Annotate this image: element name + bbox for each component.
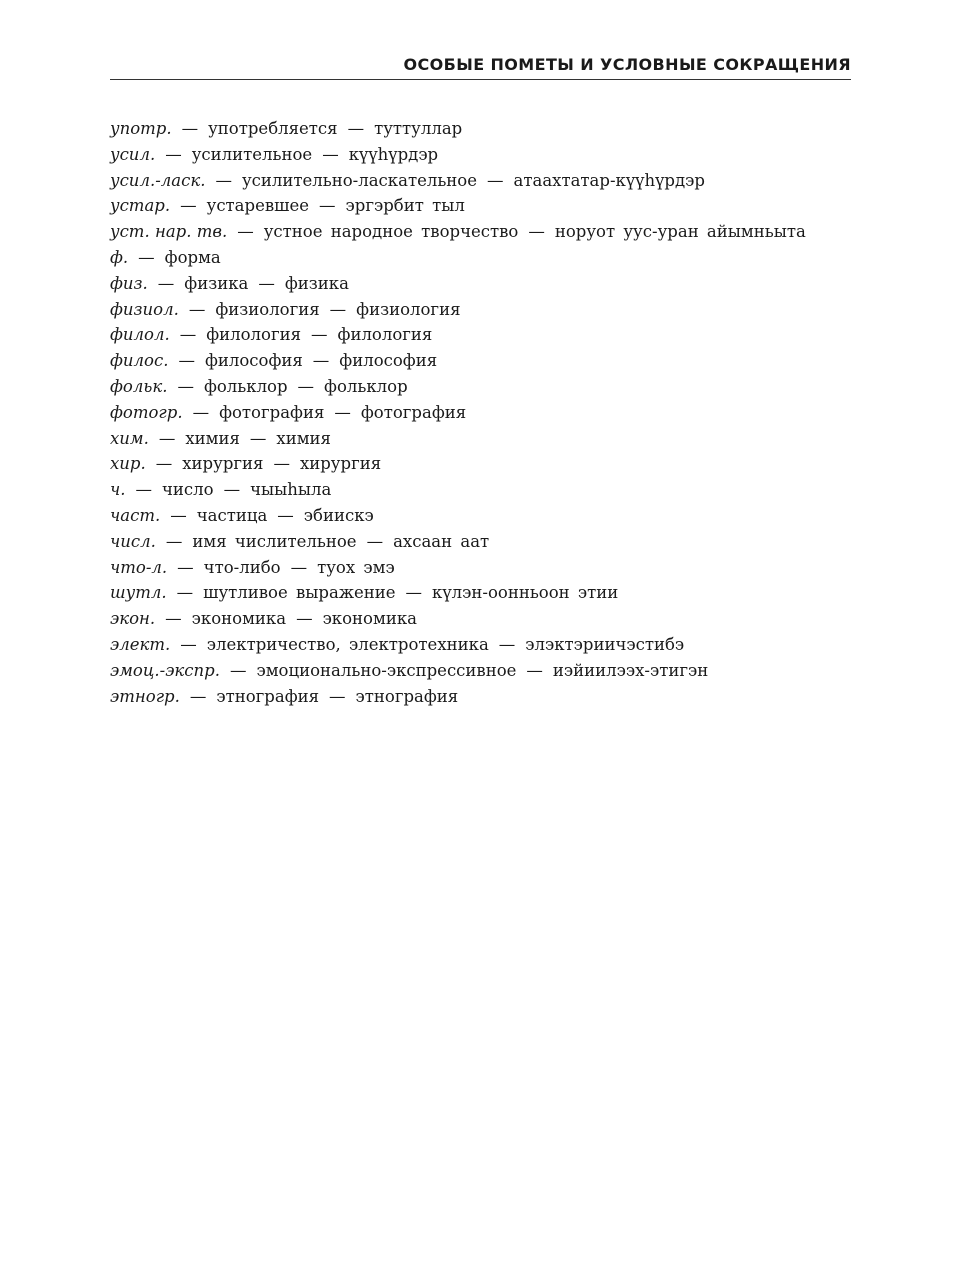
entry-abbreviation: уст. нар. тв. xyxy=(110,222,228,242)
entry-abbreviation: филос. xyxy=(110,351,169,371)
entry-dash: — xyxy=(192,402,210,422)
entry-dash: — xyxy=(273,454,290,474)
entry-dash: — xyxy=(177,557,194,577)
entry-dash: — xyxy=(138,247,155,267)
entry-russian-term: электричество, электротехника xyxy=(206,634,489,654)
entry-dash: — xyxy=(297,376,315,396)
entry-russian-term: экономика xyxy=(191,609,287,629)
entry-abbreviation: фотогр. xyxy=(110,402,183,422)
entry-russian-term: усилительное xyxy=(191,144,313,164)
entry-abbreviation: ф. xyxy=(110,247,129,267)
entry-russian-term: фотография xyxy=(219,402,325,422)
entry-russian-term: этнография xyxy=(216,686,320,706)
entry-yakut-term: этнография xyxy=(355,686,459,706)
entry-dash: — xyxy=(177,376,194,396)
entry-dash: — xyxy=(312,351,330,371)
entry-yakut-term: хирургия xyxy=(299,454,382,474)
entry-yakut-term: физика xyxy=(284,273,349,293)
entry-dash: — xyxy=(165,531,183,551)
entry-abbreviation: что-л. xyxy=(110,557,168,577)
entry-dash: — xyxy=(311,325,328,345)
abbreviation-entry xyxy=(110,555,851,581)
entry-dash: — xyxy=(366,531,384,551)
entry-abbreviation: част. xyxy=(110,505,161,525)
entry-dash: — xyxy=(223,480,241,500)
entry-yakut-term: атаахтатар-күүһүрдэр xyxy=(513,170,705,190)
abbreviation-entry xyxy=(110,168,851,194)
entry-abbreviation: хим. xyxy=(110,428,149,448)
entry-russian-term: частица xyxy=(196,505,268,525)
entry-abbreviation: устар. xyxy=(110,196,171,216)
entry-russian-term: филология xyxy=(206,325,302,345)
entry-abbreviation: этногр. xyxy=(110,686,180,706)
entry-dash: — xyxy=(334,402,351,422)
abbreviation-entry xyxy=(110,426,851,452)
entry-dash: — xyxy=(165,144,182,164)
entry-abbreviation: экон. xyxy=(110,609,156,629)
abbreviation-entry xyxy=(110,245,851,271)
running-header: ОСОБЫЕ ПОМЕТЫ И УСЛОВНЫЕ СОКРАЩЕНИЯ xyxy=(403,55,851,74)
entry-yakut-term: фотография xyxy=(360,402,467,422)
entry-abbreviation: употр. xyxy=(110,119,172,138)
entry-abbreviation: усил.-ласк. xyxy=(110,170,206,190)
entry-yakut-term: философия xyxy=(339,351,438,371)
entry-dash: — xyxy=(188,299,206,319)
entry-russian-term: фольклор xyxy=(203,376,288,396)
entry-dash: — xyxy=(158,428,176,448)
abbreviation-entry xyxy=(110,658,851,684)
entry-abbreviation: ч. xyxy=(110,480,126,500)
entry-yakut-term: элэктэриичэстибэ xyxy=(525,634,685,654)
entry-russian-term: эмоционально-экспрессивное xyxy=(256,660,517,680)
entry-yakut-term: экономика xyxy=(322,609,417,629)
entry-dash: — xyxy=(165,609,182,629)
entry-dash: — xyxy=(178,351,195,371)
entry-yakut-term: иэйиилээх-этигэн xyxy=(552,660,709,680)
entry-dash: — xyxy=(179,325,197,345)
entry-russian-term: что-либо xyxy=(203,557,281,577)
entry-russian-term: устаревшее xyxy=(206,196,310,216)
entry-dash: — xyxy=(329,686,346,706)
entry-russian-term: шутливое выражение xyxy=(203,583,396,603)
abbreviation-entry xyxy=(110,451,851,477)
abbreviation-entry xyxy=(110,297,851,323)
entry-dash: — xyxy=(258,273,275,293)
entry-abbreviation: эмоц.-экспр. xyxy=(110,660,220,680)
entry-dash: — xyxy=(329,299,347,319)
abbreviation-entry xyxy=(110,116,851,142)
entry-russian-term: употребляется xyxy=(208,119,338,138)
abbreviation-list xyxy=(110,116,851,709)
entry-dash: — xyxy=(135,480,153,500)
entry-russian-term: усилительно-ласкательное xyxy=(241,170,478,190)
abbreviation-entry xyxy=(110,606,851,632)
abbreviation-entry xyxy=(110,400,851,426)
entry-russian-term: хирургия xyxy=(182,454,264,474)
entry-yakut-term: күлэн-оонньоон этии xyxy=(432,583,619,603)
entry-dash: — xyxy=(526,660,543,680)
entry-abbreviation: элект. xyxy=(110,634,171,654)
abbreviation-entry xyxy=(110,529,851,555)
entry-dash: — xyxy=(176,583,194,603)
entry-abbreviation: усил. xyxy=(110,144,156,164)
entry-yakut-term: ахсаан аат xyxy=(393,531,490,551)
entry-abbreviation: числ. xyxy=(110,531,156,551)
entry-yakut-term: химия xyxy=(276,428,331,448)
entry-dash: — xyxy=(347,119,365,138)
entry-yakut-term: филология xyxy=(337,325,433,345)
entry-dash: — xyxy=(405,583,423,603)
entry-russian-term: философия xyxy=(204,351,303,371)
entry-dash: — xyxy=(181,119,199,138)
abbreviation-entry xyxy=(110,477,851,503)
entry-dash: — xyxy=(528,222,545,242)
abbreviation-entry xyxy=(110,142,851,168)
entry-abbreviation: хир. xyxy=(110,454,146,474)
entry-dash: — xyxy=(155,454,173,474)
abbreviation-entry xyxy=(110,374,851,400)
entry-dash: — xyxy=(290,557,308,577)
entry-abbreviation: шутл. xyxy=(110,583,167,603)
abbreviation-entry xyxy=(110,322,851,348)
abbreviation-entry xyxy=(110,580,851,606)
entry-abbreviation: физ. xyxy=(110,273,148,293)
entry-yakut-term: фольклор xyxy=(324,376,408,396)
entry-yakut-term: чыыһыла xyxy=(250,480,332,500)
entry-dash: — xyxy=(319,196,336,216)
entry-abbreviation: фольк. xyxy=(110,376,168,396)
entry-dash: — xyxy=(277,505,294,525)
entry-dash: — xyxy=(215,170,232,190)
abbreviation-entry xyxy=(110,348,851,374)
entry-abbreviation: физиол. xyxy=(110,299,179,319)
entry-dash: — xyxy=(180,634,197,654)
entry-yakut-term: туттуллар xyxy=(374,119,463,138)
entry-dash: — xyxy=(189,686,207,706)
entry-dash: — xyxy=(157,273,175,293)
entry-dash: — xyxy=(249,428,267,448)
entry-yakut-term: норуот уус-уран айымньыта xyxy=(554,222,806,242)
abbreviation-entry xyxy=(110,193,851,219)
entry-yakut-term: эргэрбит тыл xyxy=(345,196,465,216)
entry-dash: — xyxy=(296,609,313,629)
entry-dash: — xyxy=(180,196,197,216)
abbreviation-entry xyxy=(110,219,851,245)
entry-russian-term: имя числительное xyxy=(192,531,357,551)
entry-russian-term: число xyxy=(162,480,214,500)
entry-yakut-term: күүһүрдэр xyxy=(348,144,439,164)
abbreviation-entry xyxy=(110,684,851,710)
entry-dash: — xyxy=(487,170,504,190)
abbreviation-entry xyxy=(110,503,851,529)
entry-russian-term: химия xyxy=(185,428,240,448)
abbreviation-entry xyxy=(110,271,851,297)
entry-yakut-term: физиология xyxy=(356,299,461,319)
entry-russian-term: форма xyxy=(164,247,221,267)
abbreviation-entry xyxy=(110,632,851,658)
entry-dash: — xyxy=(237,222,254,242)
entry-russian-term: физиология xyxy=(215,299,320,319)
entry-dash: — xyxy=(170,505,187,525)
entry-dash: — xyxy=(322,144,339,164)
entry-russian-term: физика xyxy=(184,273,249,293)
entry-yakut-term: туох эмэ xyxy=(317,557,395,577)
entry-yakut-term: эбиискэ xyxy=(303,505,374,525)
entry-abbreviation: филол. xyxy=(110,325,170,345)
entry-dash: — xyxy=(498,634,516,654)
entry-dash: — xyxy=(229,660,247,680)
header-rule xyxy=(110,79,851,80)
entry-russian-term: устное народное творчество xyxy=(263,222,519,242)
